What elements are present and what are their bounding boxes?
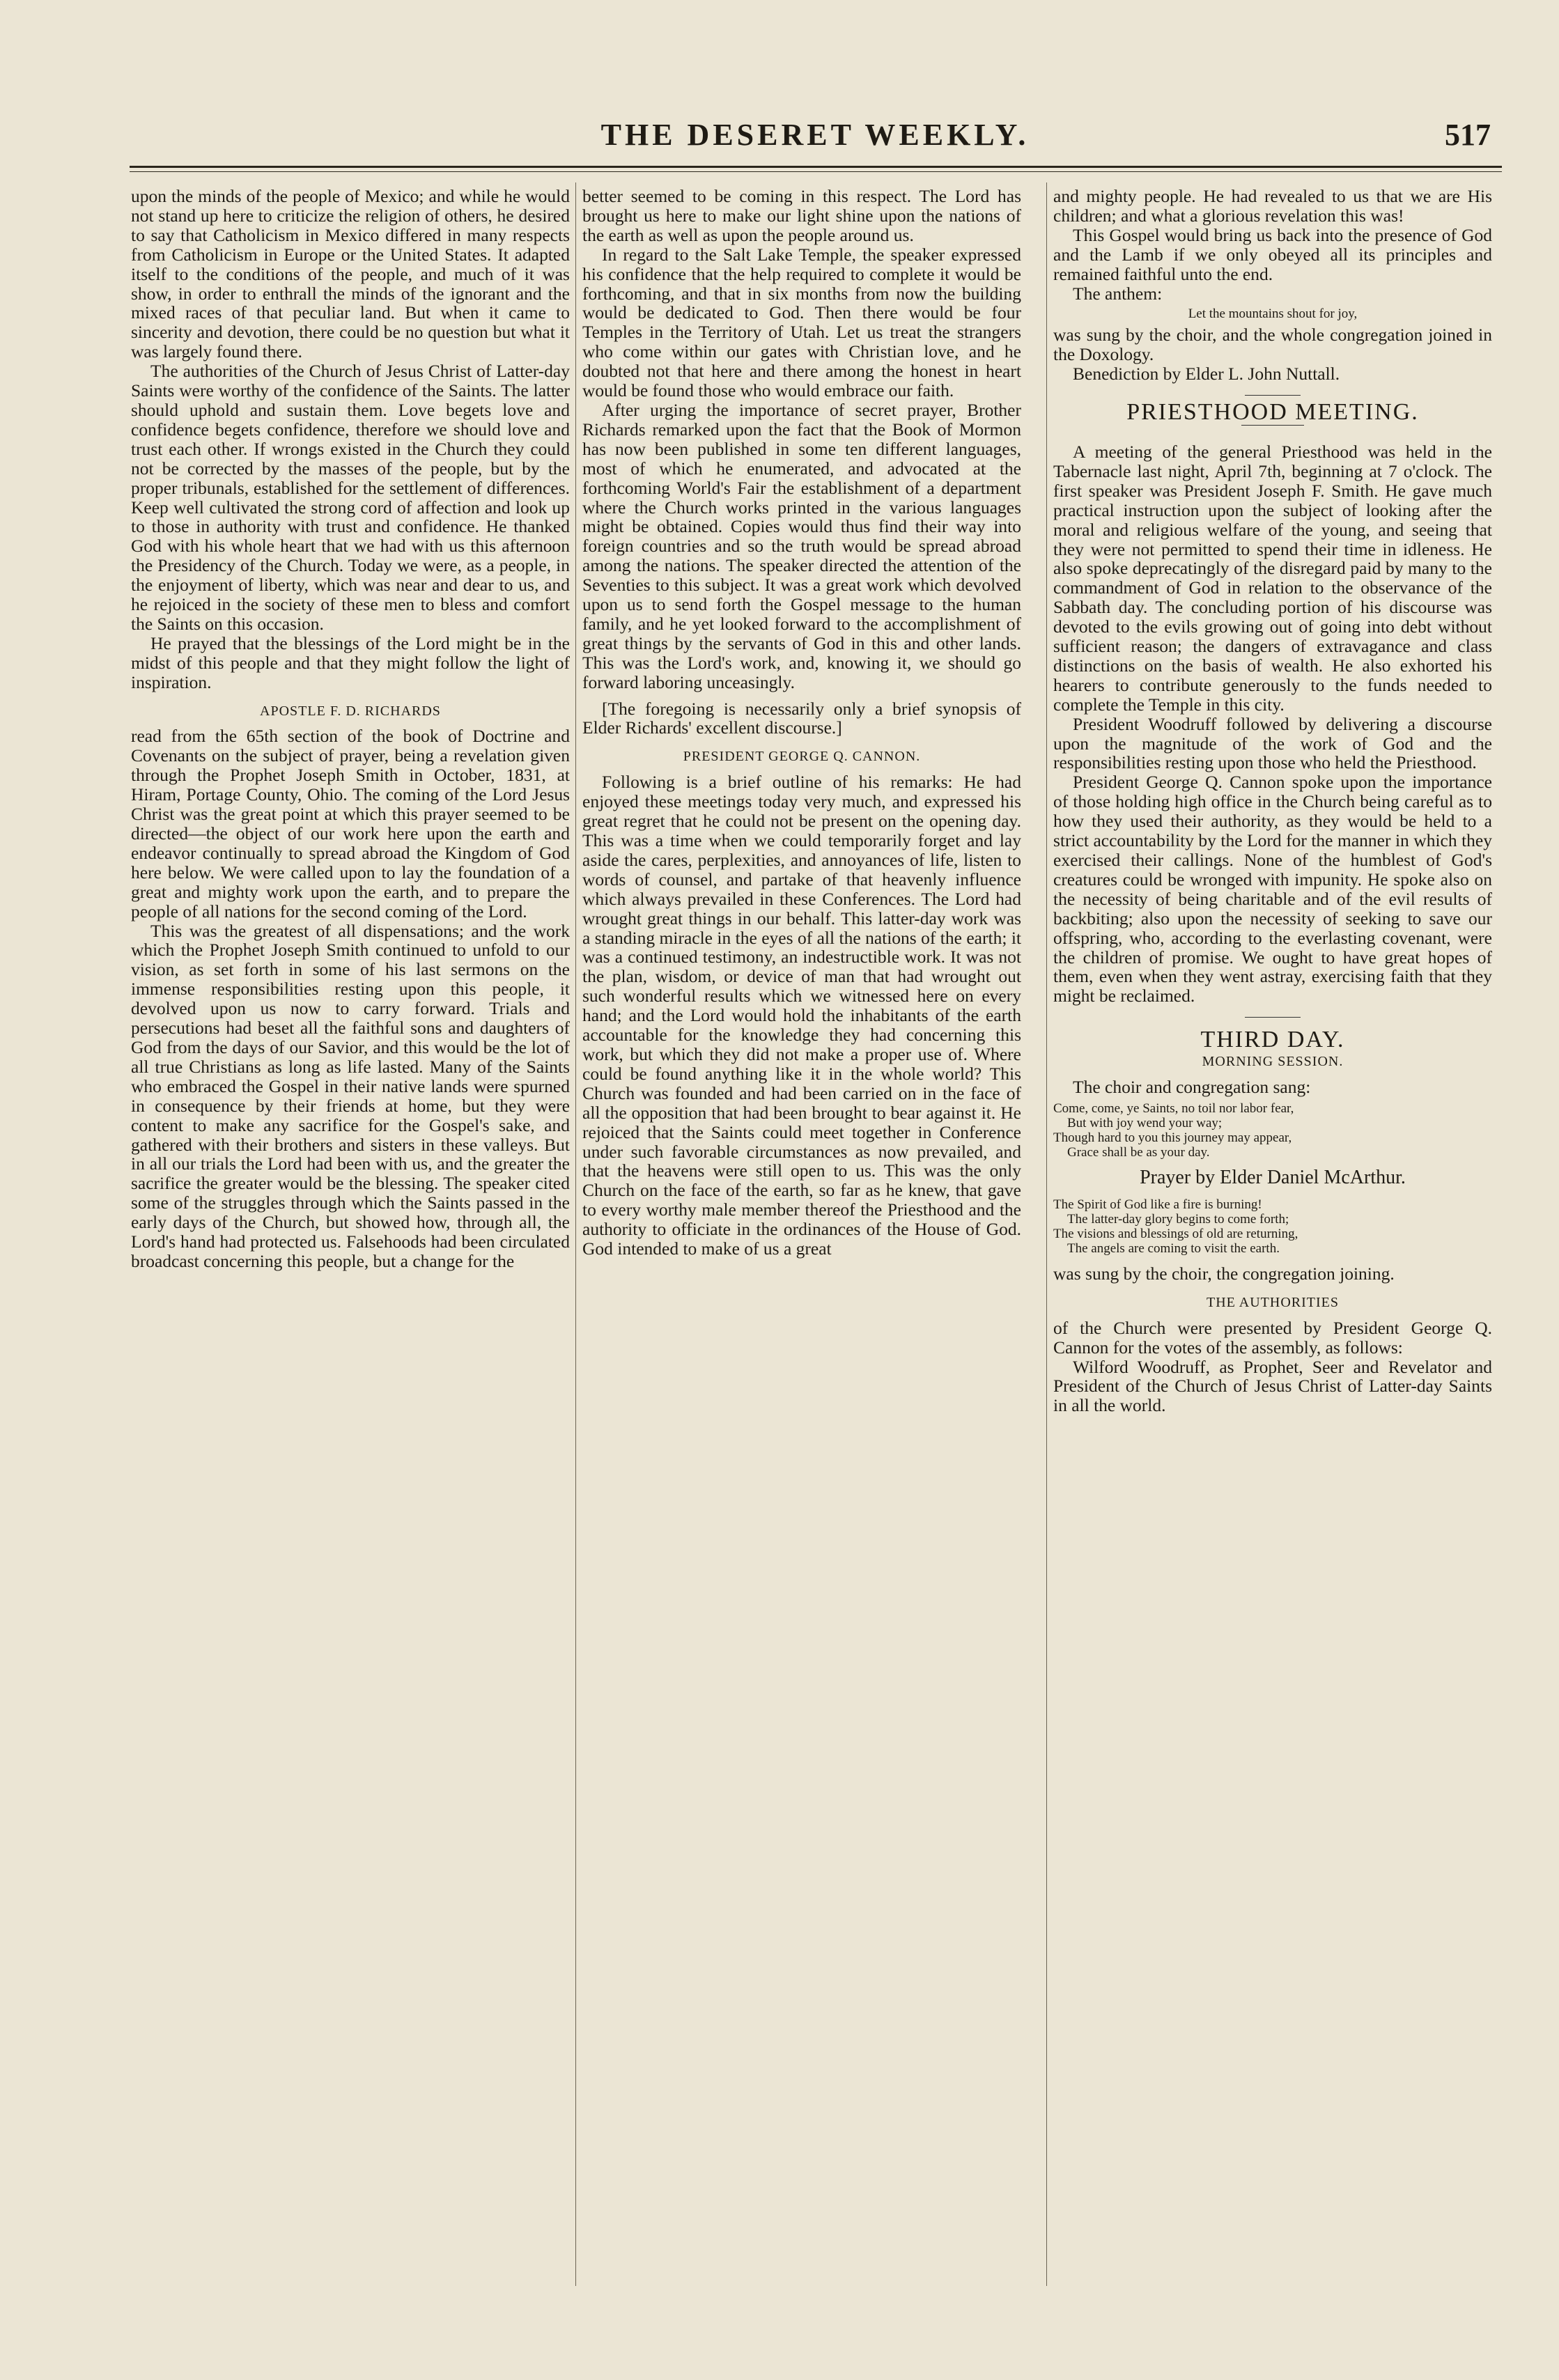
paragraph: Wilford Woodruff, as Prophet, Seer and Revelator and President of the Church of Jesus Christ of Latter-day Saints in all the world. bbox=[1053, 1356, 1492, 1416]
section-heading: PRIESTHOOD MEETING. bbox=[1126, 399, 1419, 426]
paragraph: upon the minds of the people of Mexico; and while he would not stand up here to criticize the religion of others, he desired to say that Catholicism in Mexico differed in many respects from Catholicism in Europe or the United States. It adapted itself to the conditions of the people, and much of it was show, in order to enthrall the minds of the ignorant and the mixed races of that peculiar land. But when it came to sincerity and devotion, there could be no question but what it was largely found there. bbox=[131, 187, 570, 362]
prayer-line: Prayer by Elder Daniel McArthur. bbox=[1140, 1166, 1406, 1188]
hymn-line: Though hard to you this journey may appear, bbox=[1053, 1130, 1292, 1145]
paragraph: President Woodruff followed by delivering a discourse upon the magnitude of the work of God and the responsibilities resting upon those who held the Priesthood. bbox=[1053, 713, 1492, 773]
hymn-line: The angels are coming to visit the earth. bbox=[1067, 1240, 1280, 1256]
hymn-line: The latter-day glory begins to come forth; bbox=[1067, 1211, 1289, 1227]
hymn-line: Grace shall be as your day. bbox=[1067, 1144, 1210, 1160]
paragraph: was sung by the choir, the congregation joining. bbox=[1053, 1263, 1395, 1284]
publication-title: THE DESERET WEEKLY. bbox=[600, 118, 1030, 152]
hymn-verse bbox=[1053, 1197, 1492, 1256]
paragraph: In regard to the Salt Lake Temple, the speaker expressed his confidence that the help required to complete it would be forthcoming, and that in six months from now the building would be dedicated to God. Then there would be four Temples in the Territory of Utah. Let us treat the strangers who come within our gates with Christian love, and he doubted not that here and there among the honest in heart would be found those who would embrace our faith. bbox=[582, 244, 1021, 401]
masthead bbox=[125, 117, 1505, 159]
paragraph: He prayed that the blessings of the Lord might be in the midst of this people and that they might follow the light of inspiration. bbox=[131, 632, 570, 692]
paragraph: A meeting of the general Priesthood was held in the Tabernacle last night, April 7th, beginning at 7 o'clock. The first speaker was President Joseph F. Smith. He gave much practical instruction upon the subject of looking after the moral and religious welfare of the young, and seeing that they were not permitted to spend their time in idleness. He also spoke deprecatingly of the disregard paid by many to the commandment of God in relation to the observance of the Sabbath day. The concluding portion of his discourse was devoted to the evils growing out of going into debt without sufficient reason; the dangers of extravagance and class distinctions on the basis of wealth. He also exhorted his hearers to contribute generously to the funds needed to complete the Temple in this city. bbox=[1053, 441, 1492, 715]
column-3 bbox=[1053, 187, 1492, 2283]
paragraph: President George Q. Cannon spoke upon the importance of those holding high office in the Church being careful as to how they used their authority, as they would be held to a strict accountability by the Lord for the manner in which they exercised their callings. None of the humblest of God's creatures could be wronged with impunity. He spoke also on the necessity of being charitable and of the evil results of backbiting; also upon the necessity of seeking to save our offspring, who, according to the everlasting covenant, were the children of promise. We ought to have great hopes of them, even when they went astray, exercising faith that they might be reclaimed. bbox=[1053, 772, 1492, 1006]
section-heading: THE AUTHORITIES bbox=[1207, 1294, 1339, 1310]
paragraph: This Gospel would bring us back into the presence of God and the Lamb if we only obeyed all its principles and remained faithful unto the end. bbox=[1053, 224, 1492, 284]
paragraph: The authorities of the Church of Jesus Christ of Latter-day Saints were worthy of the confidence of the Saints. The latter should uphold and sustain them. Love begets love and confidence begets confidence, therefore we should love and trust each other. If wrongs existed in the Church they could not be corrected by the masses of the people, but by the proper tribunals, established for the settlement of differences. Keep well cultivated the strong cord of affection and look up to those in authority with trust and confidence. He thanked God with his whole heart that we had with us this afternoon the Presidency of the Church. Today we were, as a people, in the enjoyment of liberty, which was near and dear to us, and he rejoiced in the society of these men to bless and comfort the Saints on this occasion. bbox=[131, 361, 570, 634]
paragraph: The anthem: bbox=[1073, 283, 1163, 304]
paragraph: Benediction by Elder L. John Nuttall. bbox=[1073, 364, 1340, 384]
hymn-line: But with joy wend your way; bbox=[1067, 1115, 1223, 1130]
header-rule bbox=[130, 166, 1502, 168]
column-1 bbox=[131, 187, 570, 2283]
column-divider bbox=[1046, 182, 1047, 2286]
hymn-line: The visions and blessings of old are returning, bbox=[1053, 1226, 1298, 1241]
paragraph: This was the greatest of all dispensations; and the work which the Prophet Joseph Smith continued to unfold to our vision, as set forth in some of his last sermons on the immense responsibilities resting upon this people, it devolved upon us now to carry forward. Trials and persecutions had beset all the faithful sons and daughters of God from the days of our Savior, and this would be the lot of all true Christians as long as life lasted. Many of the Saints who embraced the Gospel in their native lands were spurned in consequence by their friends at home, but they were content to make any sacrifice for the Gospel's sake, and gathered with their brothers and sisters in these valleys. But in all our trials the Lord had been with us, and the greater the sacrifice the greater would be the blessing. The speaker cited some of the struggles through which the Saints passed in the early days of the Church, but showed how, through all, the Lord's hand had protected us. Falsehoods had been circulated broadcast concerning this people, but a change for the bbox=[131, 920, 570, 1271]
section-divider bbox=[1241, 425, 1304, 426]
paragraph: was sung by the choir, and the whole congregation joined in the Doxology. bbox=[1053, 325, 1492, 365]
header-rule-thin bbox=[130, 171, 1502, 172]
paragraph: The choir and congregation sang: bbox=[1073, 1077, 1311, 1098]
paragraph: and mighty people. He had revealed to us that we are His children; and what a glorious revelation this was! bbox=[1053, 187, 1492, 226]
hymn-verse bbox=[1053, 1101, 1492, 1160]
section-heading: PRESIDENT GEORGE Q. CANNON. bbox=[683, 749, 921, 765]
paragraph: read from the 65th section of the book of Doctrine and Covenants on the subject of prayer, being a revelation given through the Prophet Joseph Smith in October, 1831, at Hiram, Portage County, Ohio. The coming of the Lord Jesus Christ was the great point at which this prayer seemed to be directed—the object of our work here upon the earth and endeavor continually to spread abroad the Kingdom of God here below. We were called upon to lay the foundation of a great and mighty work upon the earth, and to prepare the people of all nations for the second coming of the Lord. bbox=[131, 726, 570, 921]
paragraph: better seemed to be coming in this respect. The Lord has brought us here to make our light shine upon the nations of the earth as well as upon the people around us. bbox=[582, 187, 1021, 245]
subsection-heading: MORNING SESSION. bbox=[1202, 1054, 1344, 1070]
anthem-line: Let the mountains shout for joy, bbox=[1188, 306, 1358, 322]
page-number: 517 bbox=[1445, 118, 1491, 152]
column-2 bbox=[582, 187, 1021, 2283]
section-divider bbox=[1245, 1017, 1301, 1018]
paragraph: of the Church were presented by President George Q. Cannon for the votes of the assembly, as follows: bbox=[1053, 1317, 1492, 1358]
column-divider bbox=[575, 182, 576, 2286]
hymn-line: Come, come, ye Saints, no toil nor labor fear, bbox=[1053, 1100, 1294, 1116]
section-heading: THIRD DAY. bbox=[1200, 1027, 1345, 1053]
editorial-note: [The foregoing is necessarily only a brief synopsis of Elder Richards' excellent discourse.] bbox=[582, 698, 1021, 738]
hymn-line: The Spirit of God like a fire is burning! bbox=[1053, 1197, 1262, 1212]
paragraph: After urging the importance of secret prayer, Brother Richards remarked upon the fact that the Book of Mormon has now been published in some ten different languages, most of which he enumerated, and advocated at the forthcoming World's Fair the establishment of a department where the Church works printed in the various languages might be obtained. Copies would thus find their way into foreign countries and so the truth would be spread abroad among the nations. The speaker directed the attention of the Seventies to this subject. It was a great work which devolved upon us to send forth the Gospel message to the human family, and he yet looked forward to the accomplishment of great things by the servants of God in this and other lands. This was the Lord's work, and, knowing it, we should go forward laboring unceasingly. bbox=[582, 399, 1021, 692]
section-divider bbox=[1245, 395, 1301, 396]
section-heading: APOSTLE F. D. RICHARDS bbox=[260, 703, 441, 719]
paragraph: Following is a brief outline of his remarks: He had enjoyed these meetings today very much, and expressed his great regret that he could not be present on the opening day. This was a time when we could temporarily forget and lay aside the cares, perplexities, and annoyances of life, listen to words of counsel, and partake of that heavenly influence which always prevailed in these Conferences. The Lord had wrought great things in our behalf. This latter-day work was a standing miracle in the eyes of all the nations of the earth; it was a continued testimony, an indestructible work. It was not the plan, wisdom, or device of man that had wrought out such wonderful results which we witnessed here on every hand; and the Lord would hold the inhabitants of the earth accountable for the knowledge they had concerning this work, but which they did not make a proper use of. Where could be found anything like it in the whole world? This Church was founded and had been carried on in the face of all the opposition that had been brought to bear against it. He rejoiced that the Saints could meet together in Conference under such favorable circumstances as now prevailed, and that the heavens were still open to us. This was the only Church on the face of the earth, so far as he knew, that gave to every worthy male member thereof the Priesthood and the authority to officiate in the ordinances of the House of God. God intended to make of us a great bbox=[582, 772, 1021, 1259]
